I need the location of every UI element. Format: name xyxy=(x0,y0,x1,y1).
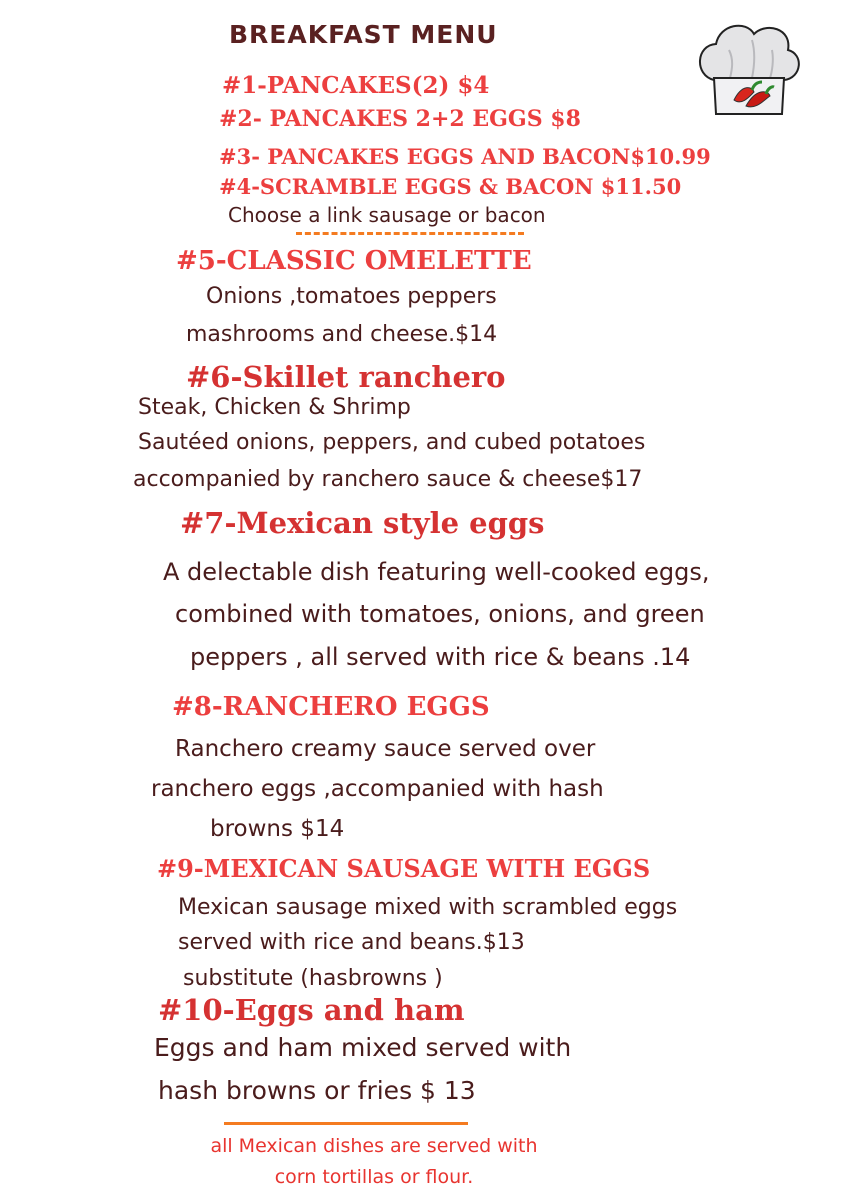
item-description: Eggs and ham mixed served with xyxy=(154,1033,572,1062)
item-heading: #3- PANCAKES EGGS AND BACON$10.99 xyxy=(219,144,711,169)
item-description: hash browns or fries $ 13 xyxy=(158,1076,476,1105)
item-description: Mexican sausage mixed with scrambled eggs xyxy=(178,895,678,920)
item-description: Steak, Chicken & Shrimp xyxy=(138,395,411,420)
item-heading: #5-CLASSIC OMELETTE xyxy=(176,246,532,276)
item-description: A delectable dish featuring well-cooked eggs, xyxy=(163,558,710,586)
item-description: substitute (hasbrowns ) xyxy=(183,966,443,991)
item-heading: #7-Mexican style eggs xyxy=(180,506,545,540)
item-description: Ranchero creamy sauce served over xyxy=(175,736,596,762)
item-description: ranchero eggs ,accompanied with hash xyxy=(151,776,604,802)
item-heading: #9-MEXICAN SAUSAGE WITH EGGS xyxy=(157,854,651,883)
item-heading: #4-SCRAMBLE EGGS & BACON $11.50 xyxy=(219,174,682,199)
item-description: accompanied by ranchero sauce & cheese$17 xyxy=(133,467,643,492)
divider-solid xyxy=(224,1122,468,1125)
item-description: Sautéed onions, peppers, and cubed potatoes xyxy=(138,430,646,455)
item-heading: #1-PANCAKES(2) $4 xyxy=(222,72,490,99)
item-heading: #10-Eggs and ham xyxy=(158,993,465,1027)
item-description: peppers , all served with rice & beans .14 xyxy=(190,643,691,671)
item-description: combined with tomatoes, onions, and green xyxy=(175,600,705,628)
menu-title: BREAKFAST MENU xyxy=(229,20,498,49)
item-description: browns $14 xyxy=(210,816,345,842)
footer-note-line-1: all Mexican dishes are served with xyxy=(210,1135,538,1157)
divider-dashed xyxy=(296,232,524,235)
item-description: mashrooms and cheese.$14 xyxy=(186,322,498,347)
item-heading: #6-Skillet ranchero xyxy=(186,360,506,394)
chef-hat-with-chili-icon xyxy=(694,20,804,120)
item-heading: #8-RANCHERO EGGS xyxy=(172,692,490,722)
item-description: Onions ,tomatoes peppers xyxy=(206,284,497,309)
item-heading: #2- PANCAKES 2+2 EGGS $8 xyxy=(219,106,581,132)
item-description: served with rice and beans.$13 xyxy=(178,930,525,955)
item-description: Choose a link sausage or bacon xyxy=(228,203,546,227)
footer-note-line-2: corn tortillas or flour. xyxy=(274,1166,474,1188)
